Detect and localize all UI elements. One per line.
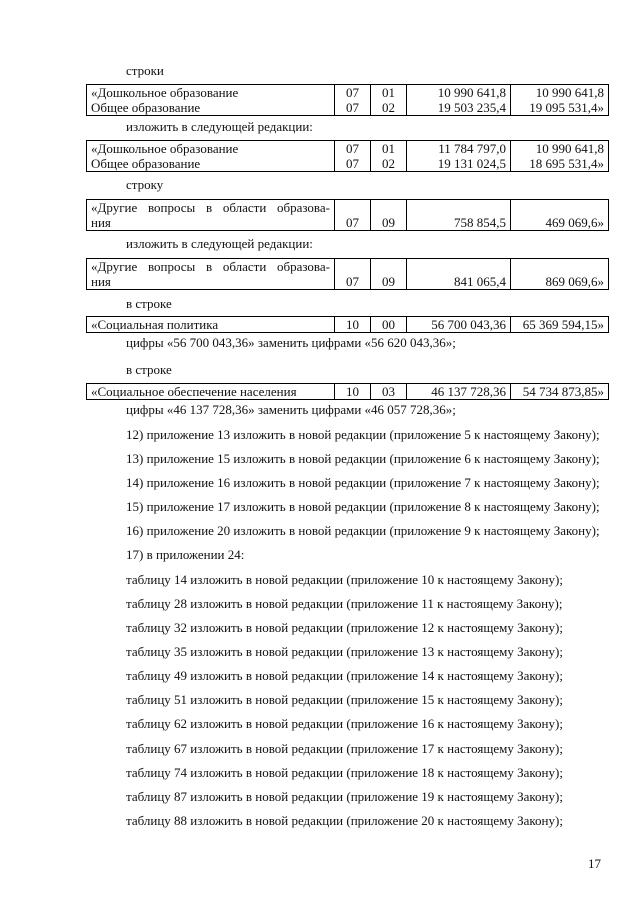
list-item: таблицу 49 изложить в новой редакции (приложение 14 к настоящему Закону); xyxy=(126,668,563,683)
table-cell-sum1: 10 990 641,8 xyxy=(407,85,511,101)
list-item: 15) приложение 17 изложить в новой редакции (приложение 8 к настоящему Закону); xyxy=(126,499,600,514)
table-row xyxy=(87,156,609,172)
table-old-education xyxy=(86,84,609,116)
list-item: 12) приложение 13 изложить в новой редакции (приложение 5 к настоящему Закону); xyxy=(126,427,600,442)
list-item: 13) приложение 15 изложить в новой редакции (приложение 6 к настоящему Закону); xyxy=(126,451,600,466)
table-new-other-education xyxy=(86,258,609,290)
table-cell-sum1: 46 137 728,36 xyxy=(407,384,511,400)
table-cell-sum2: 10 990 641,8 xyxy=(511,85,609,101)
table-cell-name-line1: «Другие вопросы в области образова- xyxy=(91,259,330,274)
table-cell-name: «Дошкольное образование xyxy=(87,85,335,101)
list-item: таблицу 14 изложить в новой редакции (приложение 10 к настоящему Закону); xyxy=(126,572,563,587)
table-cell-name: Общее образование xyxy=(87,156,335,172)
table-row xyxy=(87,100,609,116)
table-cell-sum1: 758 854,5 xyxy=(407,200,511,231)
table-cell-name xyxy=(87,200,335,231)
table-cell-razdel: 07 xyxy=(335,85,371,101)
table-cell-razdel: 07 xyxy=(335,141,371,157)
table-cell-razdel: 07 xyxy=(335,100,371,116)
table-cell-name-line2: ния xyxy=(91,215,111,230)
text-v-stroke-2: в строке xyxy=(126,362,172,377)
table-cell-sum2: 10 990 641,8 xyxy=(511,141,609,157)
table-cell-sum2: 18 695 531,4» xyxy=(511,156,609,172)
list-item: таблицу 74 изложить в новой редакции (приложение 18 к настоящему Закону); xyxy=(126,765,563,780)
table-cell-name: «Социальное обеспечение населения xyxy=(87,384,335,400)
table-row xyxy=(87,384,609,400)
table-social-policy xyxy=(86,316,609,333)
table-cell-name xyxy=(87,259,335,290)
table-cell-name: «Дошкольное образование xyxy=(87,141,335,157)
list-item: таблицу 88 изложить в новой редакции (приложение 20 к настоящему Закону); xyxy=(126,813,563,828)
text-stroku: строку xyxy=(126,177,164,192)
table-cell-podrazdel: 02 xyxy=(371,156,407,172)
list-item: таблицу 35 изложить в новой редакции (приложение 13 к настоящему Закону); xyxy=(126,644,563,659)
table-old-other-education xyxy=(86,199,609,231)
table-row xyxy=(87,141,609,157)
table-row xyxy=(87,200,609,231)
list-item: таблицу 28 изложить в новой редакции (приложение 11 к настоящему Закону); xyxy=(126,596,563,611)
table-cell-razdel: 07 xyxy=(335,200,371,231)
table-cell-razdel: 07 xyxy=(335,259,371,290)
list-item: 17) в приложении 24: xyxy=(126,547,245,562)
table-cell-name-line1: «Другие вопросы в области образова- xyxy=(91,200,330,215)
table-cell-name: Общее образование xyxy=(87,100,335,116)
list-item: таблицу 32 изложить в новой редакции (приложение 12 к настоящему Закону); xyxy=(126,620,563,635)
table-cell-sum2: 469 069,6» xyxy=(511,200,609,231)
table-row xyxy=(87,317,609,333)
table-social-security xyxy=(86,383,609,400)
table-new-education xyxy=(86,140,609,172)
table-cell-podrazdel: 09 xyxy=(371,259,407,290)
table-cell-sum2: 19 095 531,4» xyxy=(511,100,609,116)
list-item: таблицу 51 изложить в новой редакции (приложение 15 к настоящему Закону); xyxy=(126,692,563,707)
table-cell-sum1: 56 700 043,36 xyxy=(407,317,511,333)
table-row xyxy=(87,85,609,101)
page-number: 17 xyxy=(588,856,601,871)
table-cell-podrazdel: 01 xyxy=(371,141,407,157)
table-cell-sum1: 841 065,4 xyxy=(407,259,511,290)
table-cell-name: «Социальная политика xyxy=(87,317,335,333)
table-cell-sum1: 19 503 235,4 xyxy=(407,100,511,116)
text-v-stroke-1: в строке xyxy=(126,296,172,311)
table-cell-podrazdel: 09 xyxy=(371,200,407,231)
text-izlozhit-2: изложить в следующей редакции: xyxy=(126,236,313,251)
list-item: 14) приложение 16 изложить в новой редакции (приложение 7 к настоящему Закону); xyxy=(126,475,600,490)
text-izlozhit-1: изложить в следующей редакции: xyxy=(126,119,313,134)
table-cell-razdel: 10 xyxy=(335,317,371,333)
table-cell-name-line2: ния xyxy=(91,274,111,289)
table-cell-razdel: 10 xyxy=(335,384,371,400)
table-cell-sum1: 11 784 797,0 xyxy=(407,141,511,157)
text-replace-2: цифры «46 137 728,36» заменить цифрами «46 057 728,36»; xyxy=(126,402,456,417)
table-cell-sum2: 65 369 594,15» xyxy=(511,317,609,333)
list-item: 16) приложение 20 изложить в новой редакции (приложение 9 к настоящему Закону); xyxy=(126,523,600,538)
text-stroki: строки xyxy=(126,63,164,78)
table-cell-sum2: 869 069,6» xyxy=(511,259,609,290)
table-row xyxy=(87,259,609,290)
list-item: таблицу 62 изложить в новой редакции (приложение 16 к настоящему Закону); xyxy=(126,716,563,731)
table-cell-podrazdel: 02 xyxy=(371,100,407,116)
table-cell-podrazdel: 01 xyxy=(371,85,407,101)
table-cell-sum1: 19 131 024,5 xyxy=(407,156,511,172)
list-item: таблицу 67 изложить в новой редакции (приложение 17 к настоящему Закону); xyxy=(126,741,563,756)
table-cell-podrazdel: 03 xyxy=(371,384,407,400)
table-cell-podrazdel: 00 xyxy=(371,317,407,333)
table-cell-razdel: 07 xyxy=(335,156,371,172)
list-item: таблицу 87 изложить в новой редакции (приложение 19 к настоящему Закону); xyxy=(126,789,563,804)
text-replace-1: цифры «56 700 043,36» заменить цифрами «56 620 043,36»; xyxy=(126,335,456,350)
table-cell-sum2: 54 734 873,85» xyxy=(511,384,609,400)
